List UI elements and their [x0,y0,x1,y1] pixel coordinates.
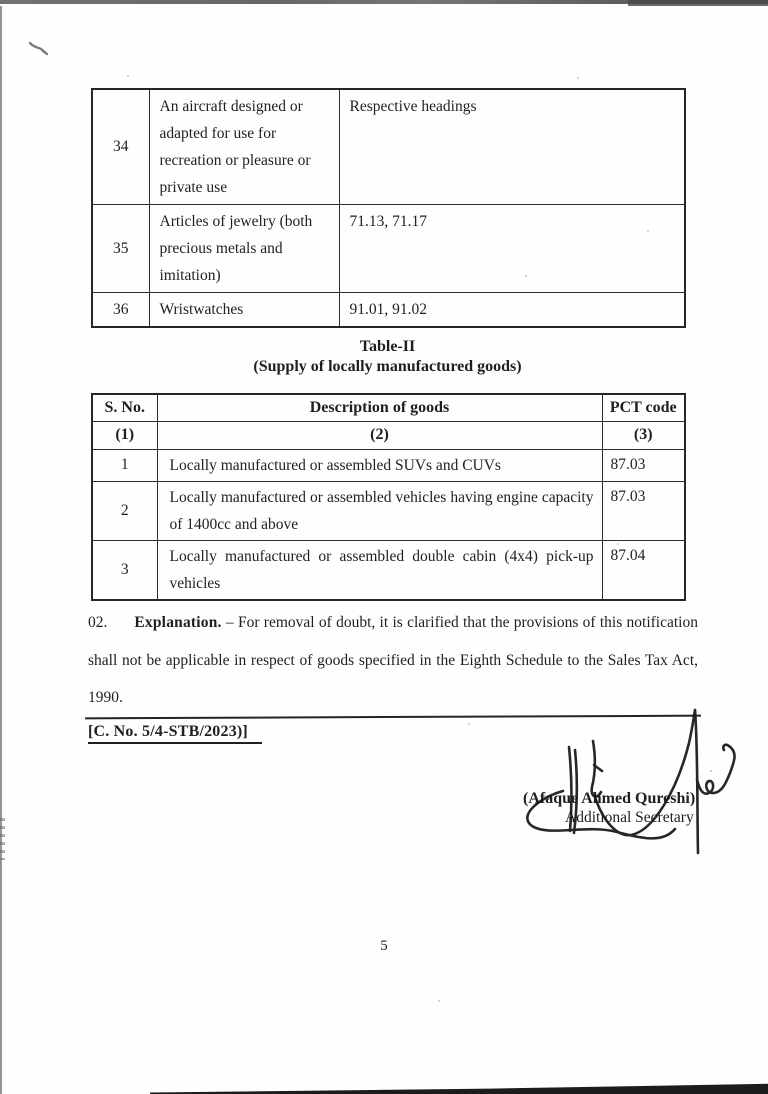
column-number-row [92,421,685,449]
header-sno: S. No. [92,394,157,421]
pct-cell: 87.04 [602,540,685,600]
serial-cell: 3 [92,540,157,600]
pct-cell: 87.03 [602,449,685,481]
description-cell: Articles of jewelry (both precious metals and imitation) [149,205,339,293]
explanation-label: Explanation. [134,614,222,631]
serial-cell: 34 [92,89,149,205]
scan-specks [127,75,129,77]
table-row [92,205,685,293]
scan-edge-top-right [628,0,768,6]
serial-cell: 35 [92,205,149,293]
pen-mark [28,40,54,62]
paragraph-number: 02. [88,614,108,631]
signatory-name: (Afaque Ahmed Qureshi) [523,790,696,807]
table2-title: Table-II [359,338,416,355]
scan-smudge [0,818,5,860]
table-row [92,89,685,205]
signatory-title: Additional Secretary [565,809,694,826]
signature-scrawl [505,703,745,863]
pct-cell: 87.03 [602,481,685,540]
locally-manufactured-goods-table [91,393,686,601]
description-cell: Wristwatches [149,293,339,328]
explanation-text: – For removal of doubt, it is clarified that the provisions of this notification shall not be applicable in respect of goods specified in the Eighth Schedule to the Sales Tax Act, 1990. [88,614,698,706]
pct-cell: 71.13, 71.17 [339,205,685,293]
table-row [92,481,685,540]
description-cell: Locally manufactured or assembled SUVs and CUVs [157,449,602,481]
description-cell: Locally manufactured or assembled double cabin (4x4) pick-up vehicles [157,540,602,600]
table-row [92,449,685,481]
header-description: Description of goods [157,394,602,421]
serial-cell: 1 [92,449,157,481]
colnum-3: (3) [602,421,685,449]
description-cell: An aircraft designed or adapted for use for recreation or pleasure or private use [149,89,339,205]
colnum-1: (1) [92,421,157,449]
serial-cell: 2 [92,481,157,540]
page-number: 5 [380,938,388,954]
c-no-reference: [C. No. 5/4-STB/2023)] [88,723,262,744]
description-cell: Locally manufactured or assembled vehicles having engine capacity of 1400cc and above [157,481,602,540]
table-row [92,293,685,328]
exempt-goods-table [91,88,686,328]
pct-cell: Respective headings [339,89,685,205]
colnum-2: (2) [157,421,602,449]
header-pct: PCT code [602,394,685,421]
explanation-paragraph [88,604,698,717]
table-header-row [92,394,685,421]
serial-cell: 36 [92,293,149,328]
scan-edge-left-line [0,6,2,1094]
table-row [92,540,685,600]
pct-cell: 91.01, 91.02 [339,293,685,328]
scan-edge-bottom-band [150,1082,768,1094]
table2-subtitle: (Supply of locally manufactured goods) [253,358,522,375]
